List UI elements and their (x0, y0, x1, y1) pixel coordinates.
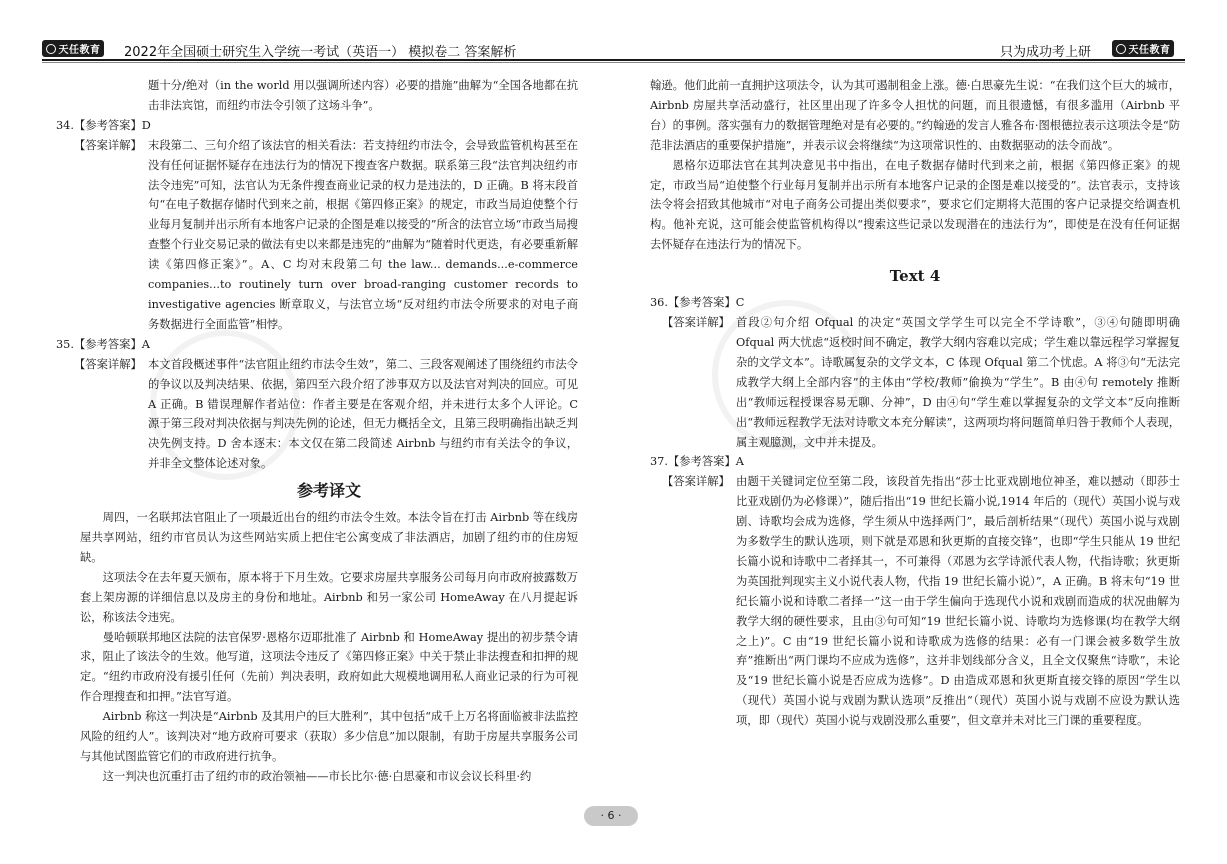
translation-paragraph: Airbnb 称这一判决是“Airbnb 及其用户的巨大胜利”，其中包括“成千上万名将面临被非法监控风险的纽约人”。该判决对“地方政府可要求（获取）多少信息”加以限制，有助于房屋共享服务公司与其他试图监管它们的市政府进行抗争。 (80, 710, 578, 763)
answer-34-detail (74, 136, 578, 335)
detail-tag: 【答案详解】 (74, 138, 142, 152)
exam-title: 2022年全国硕士研究生入学统一考试（英语一） 模拟卷二 答案解析 (124, 45, 517, 60)
header-divider (42, 59, 1185, 61)
answer-37-heading: 37.【参考答案】A (650, 455, 744, 469)
left-column (56, 76, 578, 787)
right-column (650, 76, 1180, 731)
answer-35-detail (74, 355, 578, 474)
detail-tag: 【答案详解】 (662, 316, 730, 330)
detail-tag: 【答案详解】 (662, 475, 730, 489)
translation-paragraph: 恩格尔迈耶法官在其判决意见书中指出，在电子数据存储时代到来之前，根据《第四修正案》的规定，市政当局“迫使整个行业每月复制并出示所有本地客户记录的企图是难以接受的”。法官表示，支持该法令将会招致其他城市“对电子商务公司提出类似要求”，要求它们定期将大范围的客户记录提交给调查机构。他补充说，这可能会使监管机构得以“搜索这些记录以发现潜在的违法行为”，即使是在没有任何证据去怀疑存在违法行为的情况下。 (650, 158, 1180, 252)
detail-tag: 【答案详解】 (74, 357, 142, 371)
answer-36-text: 首段②句介绍 Ofqual 的决定“英国文学学生可以完全不学诗歌”，③④句随即明确 Ofqual 两大忧虑“返校时间不确定，教学大纲内容难以完成；学生难以靠远程学习掌握复杂的文学文本”。诗歌属复杂的文学文本，C 体现 Ofqual 第二个忧虑。A 将③句“无法完成教学大纲上全部内容”的主体由“学校/教师”偷换为“学生”。B 由④句 remotely 推断出“教师远程授课容易无聊、分神”，D 由④句“学生难以掌握复杂的文学文本”反向推断出“教师远程教学无法对诗歌文本充分解读”，这两项均将问题简单归咎于教师个人表现，属主观臆测，文中并未提及。 (736, 316, 1180, 449)
brand-logo-text: 天任教育 (58, 45, 101, 56)
brand-mark-icon (1116, 44, 1126, 54)
answer-36-detail (650, 313, 1180, 452)
brand-mark-icon (46, 44, 56, 54)
text4-title: Text 4 (889, 267, 941, 286)
brand-logo (42, 40, 104, 57)
translation-paragraph: 曼哈顿联邦地区法院的法官保罗·恩格尔迈耶批准了 Airbnb 和 HomeAway 提出的初步禁令请求，阻止了该法令的生效。他写道，这项法令违反了《第四修正案》中关于禁止非法搜查和扣押的规定。“纽约市政府没有援引任何（先前）判决表明，政府如此大规模地调用私人商业记录的行为可视作合理搜查和扣押。”法官写道。 (80, 630, 578, 704)
answer-34-text: 末段第二、三句介绍了该法官的相关看法：若支持纽约市法令，会导致监管机构甚至在没有任何证据怀疑存在违法行为的情况下搜查客户数据。联系第三段“法官判决纽约市法令违宪”可知，法官认为无条件搜查商业记录的权力是违法的，D 正确。B 将末段首句“在电子数据存储时代到来之前，根据《第四修正案》的规定，市政当局迫使整个行业每月复制并出示所有本地客户记录的企图是难以接受的”所含的法官立场“市政当局搜查整个行业交易记录的做法有史以来都是违宪的”曲解为“随着时代更迭，有必要重新解读《第四修正案》”。A、C 均对末段第二句 the law... demands...e-commerce companies...to routinely turn over broad-ranging customer records to investigative agencies 断章取义，与法官立场“反对纽约市法令所要求的对电子商务数据进行全面监管”相悖。 (148, 138, 578, 331)
answer-35-heading: 35.【参考答案】A (56, 337, 150, 351)
answer-36-heading: 36.【参考答案】C (650, 296, 745, 310)
page-header (0, 0, 1227, 62)
answer-34-heading: 34.【参考答案】D (56, 118, 151, 132)
translation-paragraph: 这一判决也沉重打击了纽约市的政治领袖——市长比尔·德·白思豪和市议会议长科里·约 (102, 769, 532, 783)
answer-37-text: 由题干关键词定位至第二段，该段首先指出“莎士比亚戏剧地位神圣，难以撼动（即莎士比亚戏剧仍为必修课）”，随后指出“19 世纪长篇小说,1914 年后的（现代）英国小说与戏剧、诗歌均会成为选修，学生须从中选择两门”，最后剖析结果“（现代）英国小说与戏剧为多数学生的默认选项，则下就是邓恩和狄更斯的直接交锋”，也即“学生只能从 19 世纪长篇小说和诗歌中二者择其一，不可兼得（邓恩为玄学诗派代表人物，代指诗歌；狄更斯为英国批判现实主义小说代表人物，代指 19 世纪长篇小说）”，A 正确。B 将末句“19 世纪长篇小说和诗歌二者择一”这一由于学生偏向于选现代小说和戏剧而造成的状况曲解为教学大纲的硬性要求，且由③句可知“19 世纪长篇小说、诗歌均为选修课(均在教学大纲之上)”。C 由“19 世纪长篇小说和诗歌成为选修的结果：必有一门课会被多数学生放弃”推断出“两门课均不应成为选修”，这并非划线部分含义，且全文仅聚焦“诗歌”，未论及“19 世纪长篇小说是否应成为选修”。D 由造成邓恩和狄更斯直接交锋的原因“学生以（现代）英国小说与戏剧为默认选项”反推出“（现代）英国小说与戏剧不应设为默认选项，即（现代）英国小说与戏剧没那么重要”，但文章并未对比三门课的重要程度。 (736, 475, 1180, 728)
carryover-text: 题十分/绝对（in the world 用以强调所述内容）必要的措施”曲解为“全国各地都在抗击非法宾馆，而纽约市法令引领了这场斗争”。 (148, 79, 578, 112)
header-divider-thin (42, 62, 1185, 63)
translation-paragraph: 周四，一名联邦法官阻止了一项最近出台的纽约市法令生效。本法令旨在打击 Airbnb 等在线房屋共享网站，纽约市官员认为这些网站实质上把住宅公寓变成了非法酒店，加剧了纽约市的住房短缺。 (80, 511, 578, 564)
page-number: · 6 · (584, 806, 638, 826)
header-slogan: 只为成功考上研 (1000, 45, 1092, 60)
answer-35-text: 本文首段概述事件“法官阻止纽约市法令生效”，第二、三段客观阐述了围绕纽约市法令的争议以及判决结果、依据，第四至六段介绍了涉事双方以及法官对判决的回应。可见 A 正确。B 错误理解作者站位：作者主要是在客观介绍，并未进行太多个人评论。C 源于第三段对判决依据与判决先例的论述，但无力概括全文，且第三段明确指出缺乏判决先例支持。D 舍本逐末：本文仅在第二段简述 Airbnb 与纽约市有关法令的争议，并非全文整体论述对象。 (148, 357, 578, 471)
translation-paragraph: 这项法令在去年夏天颁布，原本将于下月生效。它要求房屋共享服务公司每月向市政府披露数万套上架房源的详细信息以及房主的身份和地址。Airbnb 和另一家公司 HomeAway 在八月提起诉讼，称该法令违宪。 (80, 570, 578, 624)
translation-paragraph: 翰逊。他们此前一直拥护这项法令，认为其可遏制租金上涨。德·白思豪先生说：“在我们这个巨大的城市，Airbnb 房屋共享活动盛行，社区里出现了许多令人担忧的问题，而且很遗憾，有很多滥用（Airbnb 平台）的事例。落实强有力的数据管理绝对是有必要的。”约翰逊的发言人雅各布·图根德拉表示这项法令是“防范非法酒店的重要保护措施”，并表示议会将继续“为这项常识性的、由数据驱动的法令而战”。 (650, 79, 1180, 152)
brand-logo (1112, 40, 1174, 57)
translation-title: 参考译文 (296, 481, 361, 501)
answer-37-detail (650, 472, 1180, 731)
brand-logo-text: 天任教育 (1128, 45, 1171, 56)
